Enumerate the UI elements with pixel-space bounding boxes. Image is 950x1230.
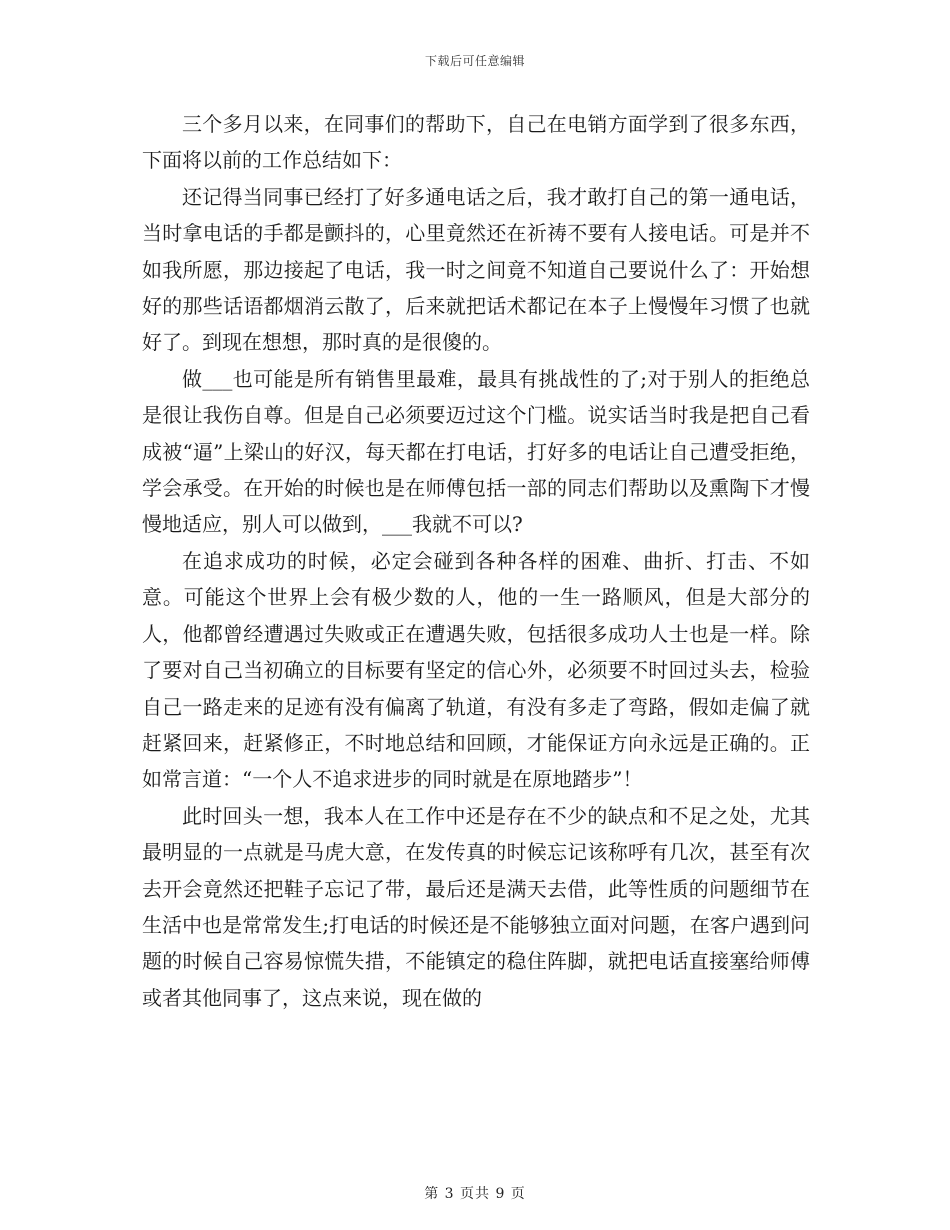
paragraph-2: 还记得当同事已经打了好多通电话之后，我才敢打自己的第一通电话，当时拿电话的手都是颤抖的，心里竟然还在祈祷不要有人接电话。可是并不如我所愿，那边接起了电话，我一时之间竟不知道自己要说什么了：开始想好的那些话语都烟消云散了，后来就把话术都记在本子上慢慢年习惯了也就好了。到现在想想，那时真的是很傻的。 bbox=[142, 184, 810, 355]
paragraph-3: 做___也可能是所有销售里最难，最具有挑战性的了;对于别人的拒绝总是很让我伤自尊。但是自己必须要迈过这个门槛。说实话当时我是把自己看成被“逼”上梁山的好汉，每天都在打电话，打好多的电话让自己遭受拒绝，学会承受。在开始的时候也是在师傅包括一部的同志们帮助以及熏陶下才慢慢地适应，别人可以做到，___我就不可以? bbox=[142, 366, 810, 537]
paragraph-1: 三个多月以来，在同事们的帮助下，自己在电销方面学到了很多东西，下面将以前的工作总结如下： bbox=[142, 112, 810, 173]
document-body bbox=[142, 106, 810, 1016]
page-footer: 第 3 页共 9 页 bbox=[424, 1186, 526, 1202]
paragraph-5: 此时回头一想，我本人在工作中还是存在不少的缺点和不足之处，尤其最明显的一点就是马虎大意，在发传真的时候忘记该称呼有几次，甚至有次去开会竟然还把鞋子忘记了带，最后还是满天去借，此等性质的问题细节在生活中也是常常发生;打电话的时候还是不能够独立面对问题，在客户遇到问题的时候自己容易惊慌失措，不能镇定的稳住阵脚，就把电话直接塞给师傅或者其他同事了，这点来说，现在做的 bbox=[142, 803, 810, 1010]
page-header: 下载后可任意编辑 bbox=[424, 54, 525, 68]
paragraph-4: 在追求成功的时候，必定会碰到各种各样的困难、曲折、打击、不如意。可能这个世界上会有极少数的人，他的一生一路顺风，但是大部分的人，他都曾经遭遇过失败或正在遭遇失败，包括很多成功人士也是一样。除了要对自己当初确立的目标要有坚定的信心外，必须要不时回过头去，检验自己一路走来的足迹有没有偏离了轨道，有没有多走了弯路，假如走偏了就赶紧回来，赶紧修正，不时地总结和回顾，才能保证方向永远是正确的。正如常言道：“一个人不追求进步的同时就是在原地踏步”！ bbox=[142, 548, 810, 792]
